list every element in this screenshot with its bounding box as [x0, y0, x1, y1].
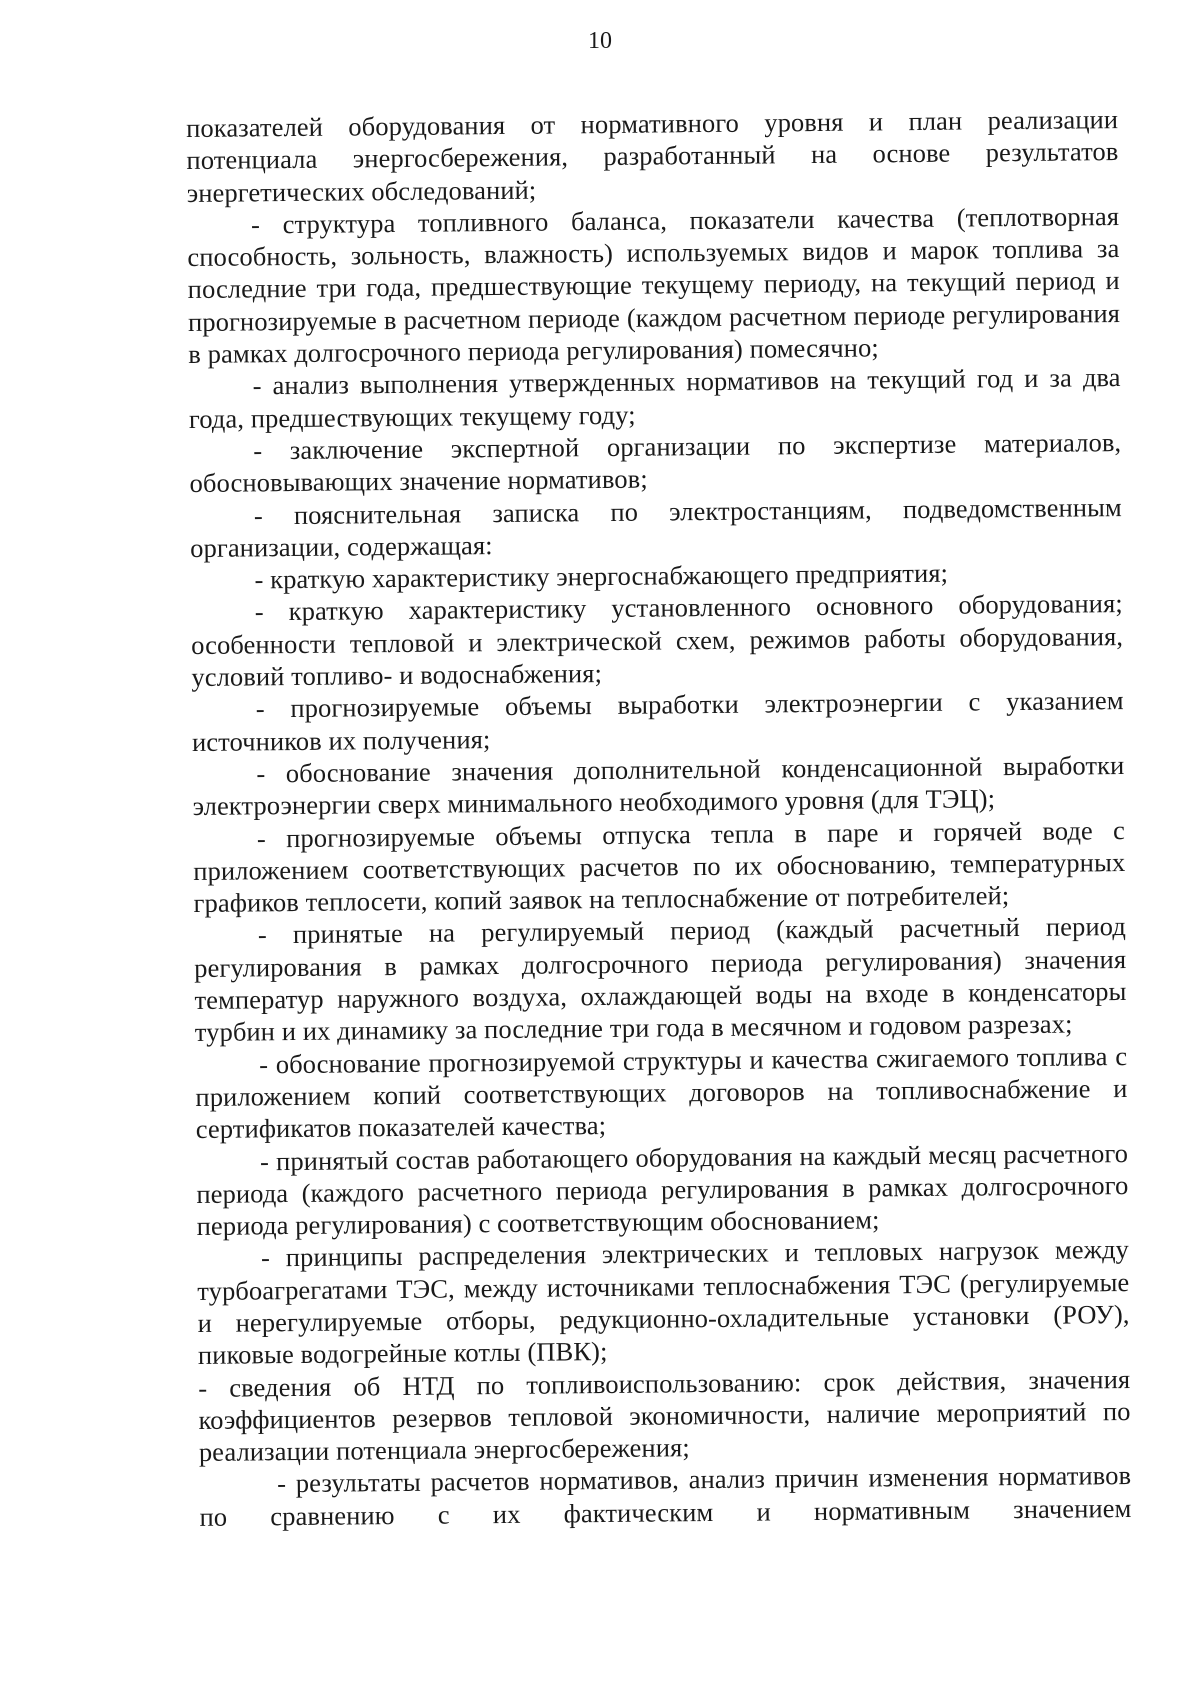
paragraph-condensation-justification: - обоснование значения дополнительной конденсационной выработки электроэнергии сверх минимального необходимого уровня (для ТЭЦ); — [192, 749, 1125, 822]
paragraph-temperatures: - принятые на регулируемый период (каждый расчетный период регулирования в рамках долгосрочного периода регулирования) значения температур наружного воздуха, охлаждающей воды на входе в конденсаторы турбин и их динамику за последние три года в месячном и годовом разрезах; — [194, 911, 1127, 1048]
paragraph-equipment-description: - краткую характеристику установленного основного оборудования; особенности тепловой и электрической схем, режимов работы оборудования, условий топливо- и водоснабжения; — [190, 588, 1124, 693]
document-body — [186, 103, 1132, 1533]
paragraph-load-distribution: - принципы распределения электрических и тепловых нагрузок между турбоагрегатами ТЭС, между источниками теплоснабжения ТЭС (регулируемые и нерегулируемые отборы, редукционно-охладительные установки (РОУ), пиковые водогрейные котлы (ПВК); — [197, 1234, 1130, 1371]
page-number: 10 — [588, 28, 612, 54]
paragraph-equipment-composition: - принятый состав работающего оборудования на каждый месяц расчетного периода (каждого расчетного периода регулирования в рамках долгосрочного периода регулирования) с соответствующим обоснованием; — [196, 1137, 1129, 1242]
paragraph-calculation-results: - результаты расчетов нормативов, анализ причин изменения нормативов по сравнению с их фактическим и нормативным значением — [199, 1460, 1132, 1532]
paragraph-norms-analysis: - анализ выполнения утвержденных нормативов на текущий год и за два года, предшествующих текущему году; — [188, 362, 1121, 434]
paragraph-fuel-structure: - обоснование прогнозируемой структуры и качества сжигаемого топлива с приложением копий соответствующих договоров на топливоснабжение и сертификатов показателей качества; — [195, 1040, 1128, 1145]
paragraph-electricity-forecast: - прогнозируемые объемы выработки электроэнергии с указанием источников их получения; — [191, 685, 1124, 757]
paragraph-continuation: показателей оборудования от нормативного уровня и план реализации потенциала энергосбережения, разработанный на основе результатов энергетических обследований; — [186, 104, 1119, 208]
paragraph-expert-conclusion: - заключение экспертной организации по экспертизе материалов, обосновывающих значение нормативов; — [189, 427, 1122, 499]
paragraph-explanatory-note: - пояснительная записка по электростанциям, подведомственным организации, содержащая: — [190, 491, 1122, 563]
paragraph-ntd-info: - сведения об НТД по топливоиспользованию: срок действия, значения коэффициентов резервов тепловой экономичности, наличие мероприятий по реализации потенциала энергосбережения; — [198, 1363, 1131, 1468]
paragraph-heat-supply-forecast: - прогнозируемые объемы отпуска тепла в паре и горячей воде с приложением соответствующих расчетов по их обоснованию, температурных графиков теплосети, копий заявок на теплоснабжение от потребителей; — [193, 814, 1126, 919]
paragraph-fuel-balance: - структура топливного баланса, показатели качества (теплотворная способность, зольность, влажность) используемых видов и марок топлива за последние три года, предшествующие текущему периоду, на текущий период и прогнозируемые в расчетном периоде (каждом расчетном периоде регулирования в рамках долгосрочного периода регулирования) помесячно; — [187, 200, 1121, 370]
paragraph-enterprise-description: - краткую характеристику энергоснабжающего предприятия; — [254, 557, 949, 595]
